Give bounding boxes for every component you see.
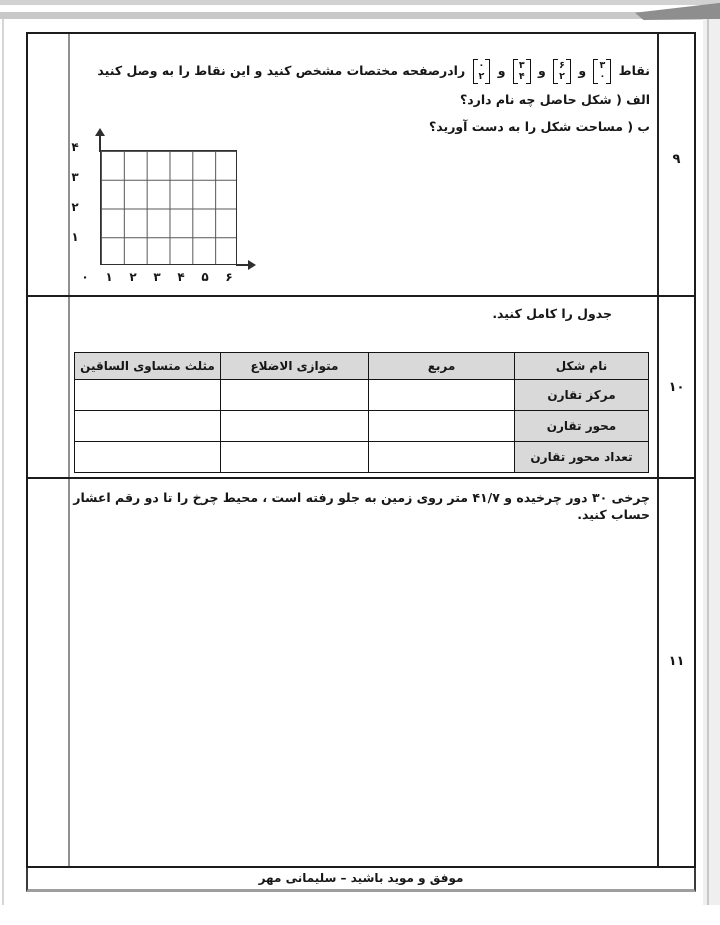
row-label-axis-of-symmetry: محور تقارن bbox=[515, 411, 649, 442]
photo-left-edge bbox=[2, 19, 4, 905]
vector-top: ۶ bbox=[559, 59, 565, 71]
y-tick: ۴ bbox=[71, 140, 79, 154]
y-tick: ۲ bbox=[71, 200, 79, 214]
x-tick: ۵ bbox=[201, 270, 209, 284]
q9-statement-prefix: نقاط bbox=[618, 63, 650, 78]
answer-cell bbox=[75, 380, 221, 411]
answer-cell bbox=[75, 442, 221, 473]
x-tick: ۴ bbox=[177, 270, 185, 284]
x-axis-labels bbox=[78, 270, 236, 284]
section-divider-q10-q11 bbox=[28, 477, 694, 479]
answer-cell bbox=[221, 411, 369, 442]
q9-statement bbox=[97, 54, 650, 88]
vector-top: ۰ bbox=[478, 59, 485, 71]
footer-bar bbox=[26, 868, 696, 892]
x-tick: ۳ bbox=[153, 270, 161, 284]
answer-cell bbox=[369, 380, 515, 411]
point-vector-3 bbox=[513, 59, 531, 85]
x-tick: ۶ bbox=[225, 270, 233, 284]
answer-cell bbox=[221, 380, 369, 411]
x-tick: ۰ bbox=[81, 270, 89, 284]
conjunction: و bbox=[497, 63, 506, 78]
q9-statement-suffix: رادرصفحه مختصات مشخص کنید و این نقاط را به وصل کنید bbox=[97, 63, 466, 78]
photo-right-edge bbox=[703, 19, 720, 905]
header-isosceles-triangle: مثلث متساوی الساقین bbox=[75, 353, 221, 380]
y-axis-line bbox=[99, 136, 101, 152]
answer-cell bbox=[369, 442, 515, 473]
table-row bbox=[75, 411, 649, 442]
point-vector-1 bbox=[593, 59, 611, 85]
footer-text: موفق و موید باشید – سلیمانی مهر bbox=[258, 871, 464, 885]
photo-top-edge-2 bbox=[0, 12, 720, 19]
table-row bbox=[75, 442, 649, 473]
table-header-row bbox=[75, 353, 649, 380]
question-number-9: ۹ bbox=[672, 152, 681, 167]
section-divider-q9-q10 bbox=[28, 295, 694, 297]
photo-top-edge-1 bbox=[0, 0, 720, 5]
q9-part-b: ب ( مساحت شکل را به دست آورید؟ bbox=[429, 119, 650, 134]
photo-right-edge-line bbox=[707, 19, 709, 905]
question-number-10: ۱۰ bbox=[668, 380, 685, 395]
table-row bbox=[75, 380, 649, 411]
x-tick: ۱ bbox=[105, 270, 113, 284]
vector-top: ۳ bbox=[518, 59, 525, 71]
answer-cell bbox=[75, 411, 221, 442]
row-label-number-of-axes: تعداد محور تقارن bbox=[515, 442, 649, 473]
vector-bottom: ۰ bbox=[599, 70, 606, 82]
q11-statement: چرخی ۳۰ دور چرخیده و ۴۱/۷ متر روی زمین به جلو رفته است ، محیط چرخ را تا دو رقم اعشار حساب کنید. bbox=[73, 490, 650, 522]
y-axis-arrow bbox=[95, 128, 105, 136]
x-tick: ۲ bbox=[129, 270, 137, 284]
x-axis-arrow bbox=[248, 260, 256, 270]
coordinate-grid bbox=[100, 150, 237, 265]
y-axis-labels bbox=[64, 140, 86, 244]
vector-bottom: ۲ bbox=[478, 70, 485, 82]
question-number-11: ۱۱ bbox=[668, 654, 685, 669]
symmetry-table bbox=[74, 352, 649, 473]
q9-part-a: الف ( شکل حاصل چه نام دارد؟ bbox=[459, 92, 650, 107]
answer-cell bbox=[369, 411, 515, 442]
q10-instruction: جدول را کامل کنید. bbox=[492, 306, 612, 321]
vector-bottom: ۲ bbox=[559, 70, 565, 82]
y-tick: ۳ bbox=[71, 170, 79, 184]
exam-sheet-frame bbox=[26, 32, 696, 868]
header-square: مربع bbox=[369, 353, 515, 380]
conjunction: و bbox=[578, 63, 587, 78]
y-tick: ۱ bbox=[71, 230, 79, 244]
vector-bottom: ۴ bbox=[518, 70, 525, 82]
header-parallelogram: متوازی الاضلاع bbox=[221, 353, 369, 380]
vector-top: ۳ bbox=[599, 59, 606, 71]
header-shape-name: نام شکل bbox=[515, 353, 649, 380]
point-vector-2 bbox=[553, 59, 571, 85]
point-vector-4 bbox=[473, 59, 491, 85]
answer-cell bbox=[221, 442, 369, 473]
conjunction: و bbox=[538, 63, 546, 78]
row-label-center-of-symmetry: مرکز تقارن bbox=[515, 380, 649, 411]
